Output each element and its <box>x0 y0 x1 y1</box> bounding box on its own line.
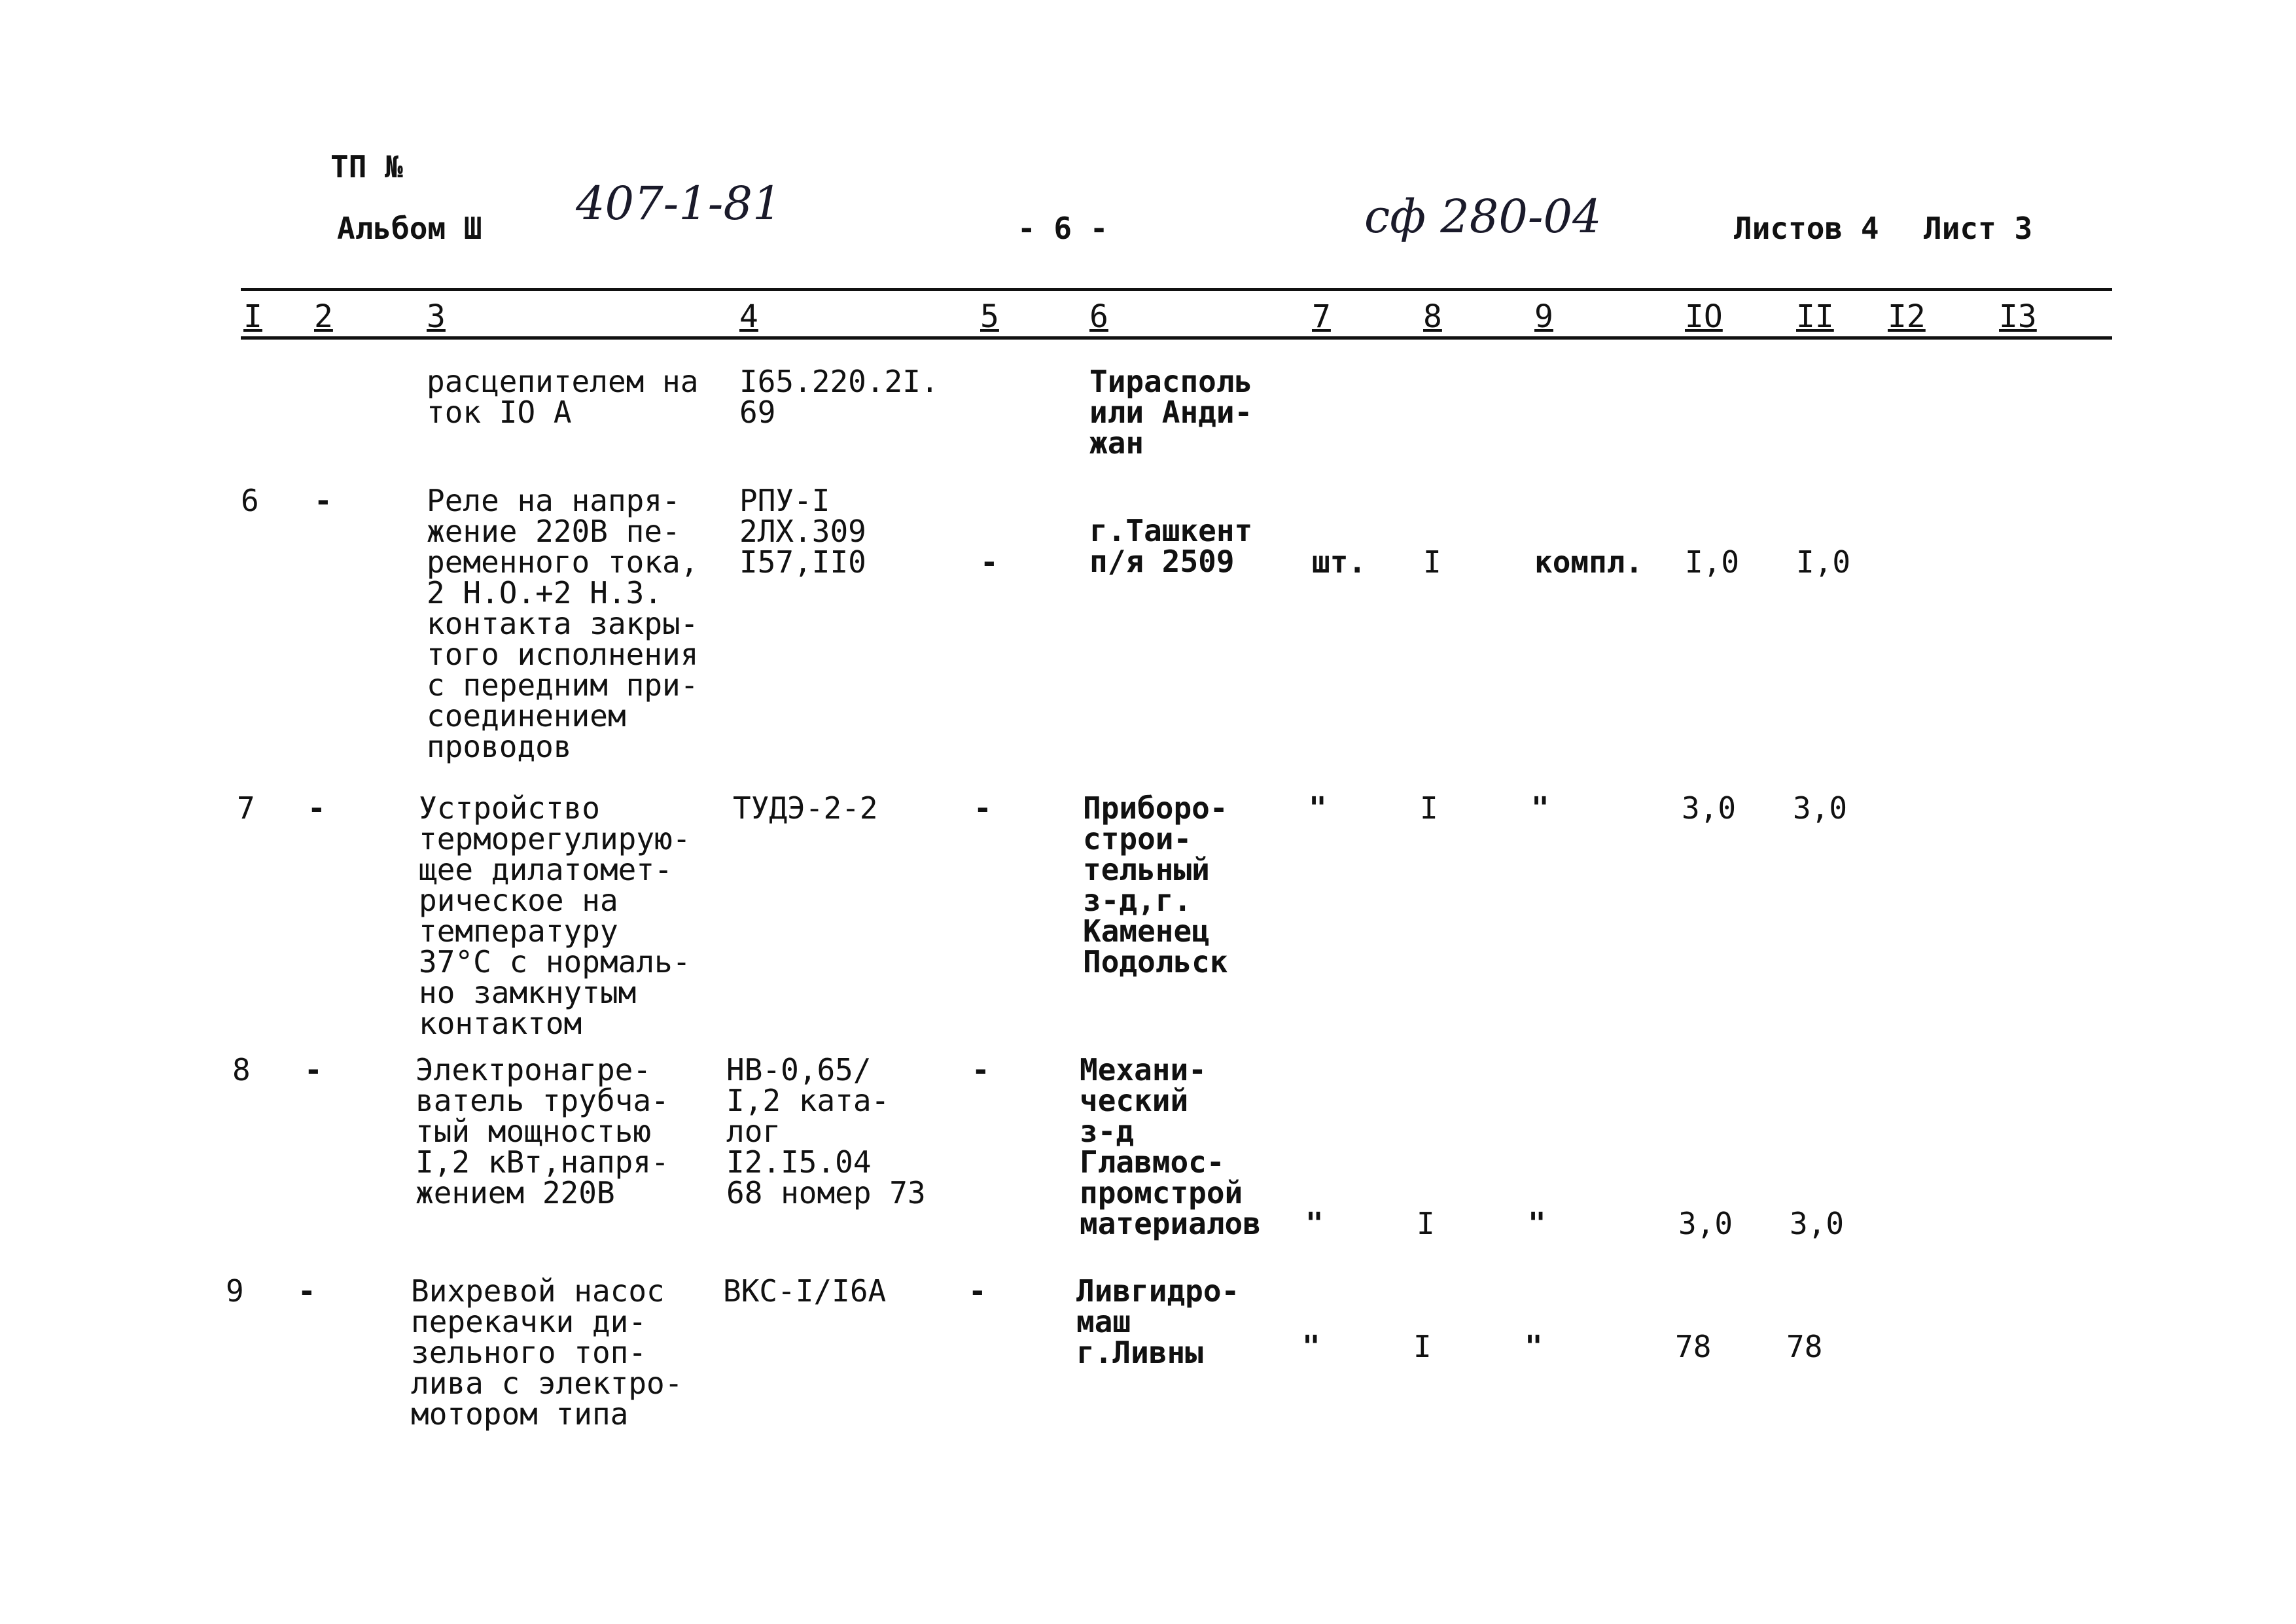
item-quantity: I <box>1417 1206 1435 1241</box>
item-designation: ТУДЭ-2-2 <box>733 790 878 826</box>
column-number: I3 <box>1999 298 2037 335</box>
item-number: 8 <box>232 1052 251 1087</box>
item-col10: 78 <box>1675 1329 1712 1364</box>
item-description: расцепителем на ток IO А <box>427 364 699 430</box>
item-description: Вихревой насос перекачки ди- зельного топ- лива с электро- мотором типа <box>411 1273 683 1432</box>
project-code-handwritten: 407-1-81 <box>576 177 782 230</box>
item-manufacturer: Механи- ческий з-д Главмос- промстрой материалов <box>1080 1052 1261 1241</box>
item-col5: - <box>972 1052 990 1087</box>
column-number: 4 <box>739 298 758 335</box>
item-unit: шт. <box>1312 544 1367 580</box>
column-number: 6 <box>1089 298 1108 335</box>
column-number: IO <box>1685 298 1723 335</box>
item-col5: - <box>974 790 992 826</box>
item-manufacturer: Тирасполь или Анди- жан <box>1089 364 1253 461</box>
sheet-current: Лист 3 <box>1924 211 2033 246</box>
column-number: I <box>243 298 262 335</box>
item-col9: " <box>1531 790 1549 826</box>
item-col10: 3,0 <box>1678 1206 1733 1241</box>
item-designation: РПУ-I 2ЛХ.309 I57,II0 <box>739 483 866 580</box>
item-col9: " <box>1528 1206 1546 1241</box>
item-col11: 3,0 <box>1793 790 1848 826</box>
item-designation: I65.220.2I. 69 <box>739 364 939 430</box>
album-label: Альбом Ш <box>337 211 482 246</box>
item-col5: - <box>968 1273 987 1309</box>
item-col9: " <box>1525 1329 1543 1364</box>
column-number: II <box>1796 298 1834 335</box>
item-manufacturer: Приборо- строи- тельный з-д,г. Каменец Подольск <box>1083 790 1228 980</box>
column-number: 3 <box>427 298 446 335</box>
item-description: Реле на напря- жение 220В пе- ременного тока, 2 Н.О.+2 Н.З. контакта закры- того исполнения с передним при- соединением проводов <box>427 483 699 764</box>
item-col2: - <box>314 483 332 518</box>
item-unit: " <box>1309 790 1327 826</box>
item-description: Устройство терморегулирую- щее дилатомет- рическое на температуру 37°С с нормаль- но замкнутым контактом <box>419 790 691 1041</box>
tp-label: ТП № <box>330 149 403 185</box>
item-quantity: I <box>1413 1329 1432 1364</box>
item-col11: 78 <box>1786 1329 1823 1364</box>
item-manufacturer: Ливгидро- маш г.Ливны <box>1076 1273 1240 1370</box>
item-col10: 3,0 <box>1682 790 1737 826</box>
item-col2: - <box>308 790 326 826</box>
item-designation: НВ-0,65/ I,2 ката- лог I2.I5.04 68 номер 73 <box>726 1052 926 1210</box>
column-number: 8 <box>1423 298 1442 335</box>
column-number: I2 <box>1888 298 1926 335</box>
table-header-rule <box>241 336 2112 340</box>
item-quantity: I <box>1420 790 1438 826</box>
item-number: 7 <box>237 790 255 826</box>
item-col11: I,0 <box>1796 544 1851 580</box>
sheets-total: Листов 4 <box>1734 211 1879 246</box>
item-designation: ВКС-I/I6А <box>723 1273 887 1309</box>
item-col9: компл. <box>1534 544 1644 580</box>
item-col5: - <box>980 544 998 580</box>
item-quantity: I <box>1423 544 1441 580</box>
doc-code-handwritten: сф 280-04 <box>1364 190 1602 243</box>
page-number: - 6 - <box>1017 211 1108 246</box>
item-col2: - <box>304 1052 323 1087</box>
table-top-rule <box>241 288 2112 291</box>
column-number: 2 <box>314 298 333 335</box>
item-col10: I,0 <box>1685 544 1740 580</box>
item-col2: - <box>298 1273 316 1309</box>
item-col11: 3,0 <box>1790 1206 1845 1241</box>
item-description: Электронагре- ватель трубча- тый мощностью I,2 кВт,напря- жением 220В <box>415 1052 669 1210</box>
item-unit: " <box>1305 1206 1324 1241</box>
column-number: 5 <box>980 298 999 335</box>
item-number: 9 <box>226 1273 244 1309</box>
item-number: 6 <box>241 483 259 518</box>
item-manufacturer: г.Ташкент п/я 2509 <box>1089 513 1253 579</box>
column-number: 9 <box>1534 298 1553 335</box>
column-number: 7 <box>1312 298 1331 335</box>
item-unit: " <box>1302 1329 1320 1364</box>
